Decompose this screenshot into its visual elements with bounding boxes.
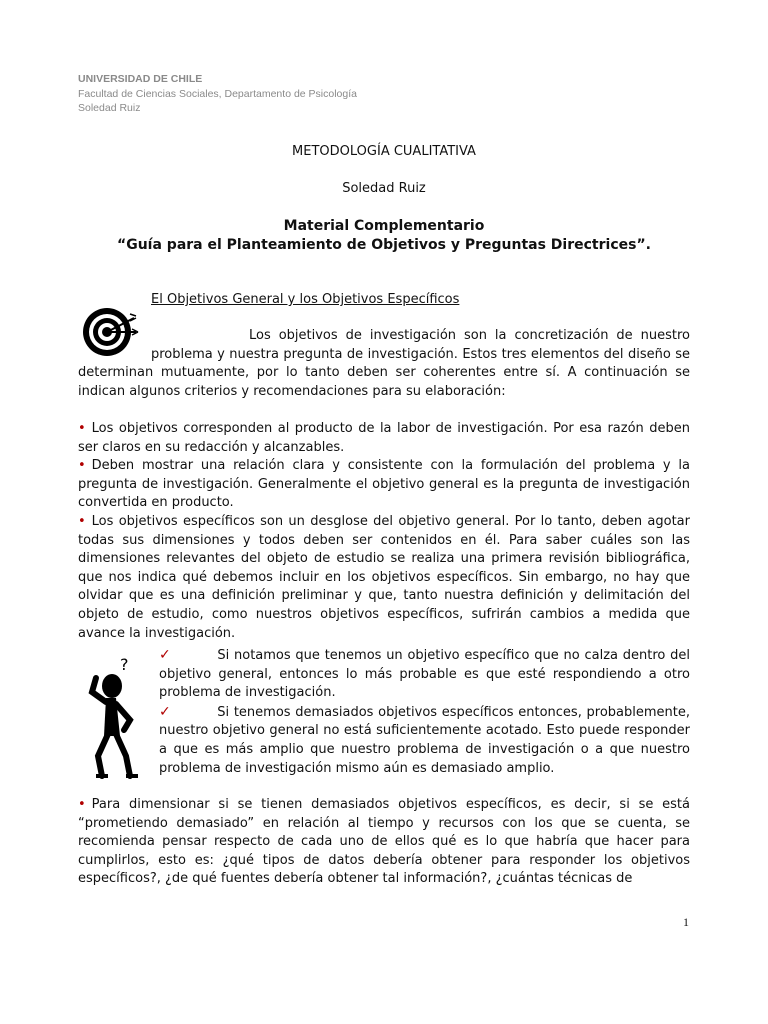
list-item: • Deben mostrar una relación clara y consistente con la formulación del problema y la pregunta de investigación. Generalmente el objetivo general es la pregunta de investigación convertida en producto. (78, 458, 690, 511)
thinking-person-icon (86, 656, 150, 780)
question-mark: ? (120, 656, 129, 674)
list-item: • Los objetivos corresponden al producto de la labor de investigación. Por esa razón deben ser claros en su redacción y alcanzables. (78, 421, 690, 455)
document-header (78, 72, 357, 116)
header-author: Soledad Ruiz (78, 102, 141, 114)
bullet-icon: • (78, 458, 86, 474)
bullet-icon: • (78, 421, 86, 436)
last-bullet-paragraph (78, 796, 690, 889)
list-item: • Los objetivos específicos son un desglose del objetivo general. Por lo tanto, deben agotar todas sus dimensiones y todos deben ser contenidos en él. Para saber cuáles son las dimensiones relevantes del objeto de estudio se realiza una primera revisión bibliográfica, que nos indica qué debemos incluir en los objetivos específicos. Sin embargo, no hay que olvidar que es una definición preliminar y que, tanto nuestra definición y delimitación del objeto de estudio, como nuestros objetivos específicos, sufrirán cambios a medida que avance la investigación. (78, 513, 690, 641)
last-bullet-text: Para dimensionar si se tienen demasiados objetivos específicos, es decir, si se está “prometiendo demasiado” en relación al tiempo y recursos con los que se cuenta, se recomienda pensar respecto de cada uno de ellos qué es lo que habría que hacer para cumplirlos, esto es: ¿qué tipos de datos debería obtener para responder los objetivos específicos?, ¿de qué fuentes debería obtener tal información?, ¿cuántas técnicas de (78, 797, 690, 887)
guide-title: “Guía para el Planteamiento de Objetivos y Preguntas Directrices”. (117, 237, 651, 253)
checkmark-icon: ✓ (159, 647, 172, 663)
bullet-icon: • (78, 797, 86, 812)
intro-paragraph (78, 327, 690, 401)
page-number: 1 (683, 915, 689, 929)
material-title: Material Complementario (283, 218, 485, 234)
list-item: ✓ Si notamos que tenemos un objetivo específico que no calza dentro del objetivo general, entonces lo más probable es que esté respondiendo a otro problema de investigación. (159, 647, 690, 701)
title-author: Soledad Ruiz (342, 181, 426, 196)
list-item: ✓ Si tenemos demasiados objetivos específicos entonces, probablemente, nuestro objetivo general no está suficientemente acotado. Esto puede responder a que es más amplio que nuestro problema de investigación o a que nuestro problema de investigación mismo aún es demasiado amplio. (159, 703, 690, 776)
bullet-list (78, 420, 690, 643)
intro-text: Los objetivos de investigación son la concretización de nuestro problema y nuestra pregunta de investigación. Estos tres elementos del diseño se determinan mutuamente, por lo tanto deben ser coherentes entre sí. A continuación se indican algunos criterios y recomendaciones para su elaboración: (78, 328, 690, 399)
course-title: METODOLOGÍA CUALITATIVA (292, 144, 476, 159)
checkmark-icon: ✓ (159, 703, 172, 720)
check-list (159, 646, 690, 778)
section-heading: El Objetivos General y los Objetivos Específicos (151, 292, 460, 307)
bullet-icon: • (78, 513, 86, 529)
university-name: UNIVERSIDAD DE CHILE (78, 73, 203, 85)
faculty-name: Facultad de Ciencias Sociales, Departamento de Psicología (78, 87, 357, 100)
